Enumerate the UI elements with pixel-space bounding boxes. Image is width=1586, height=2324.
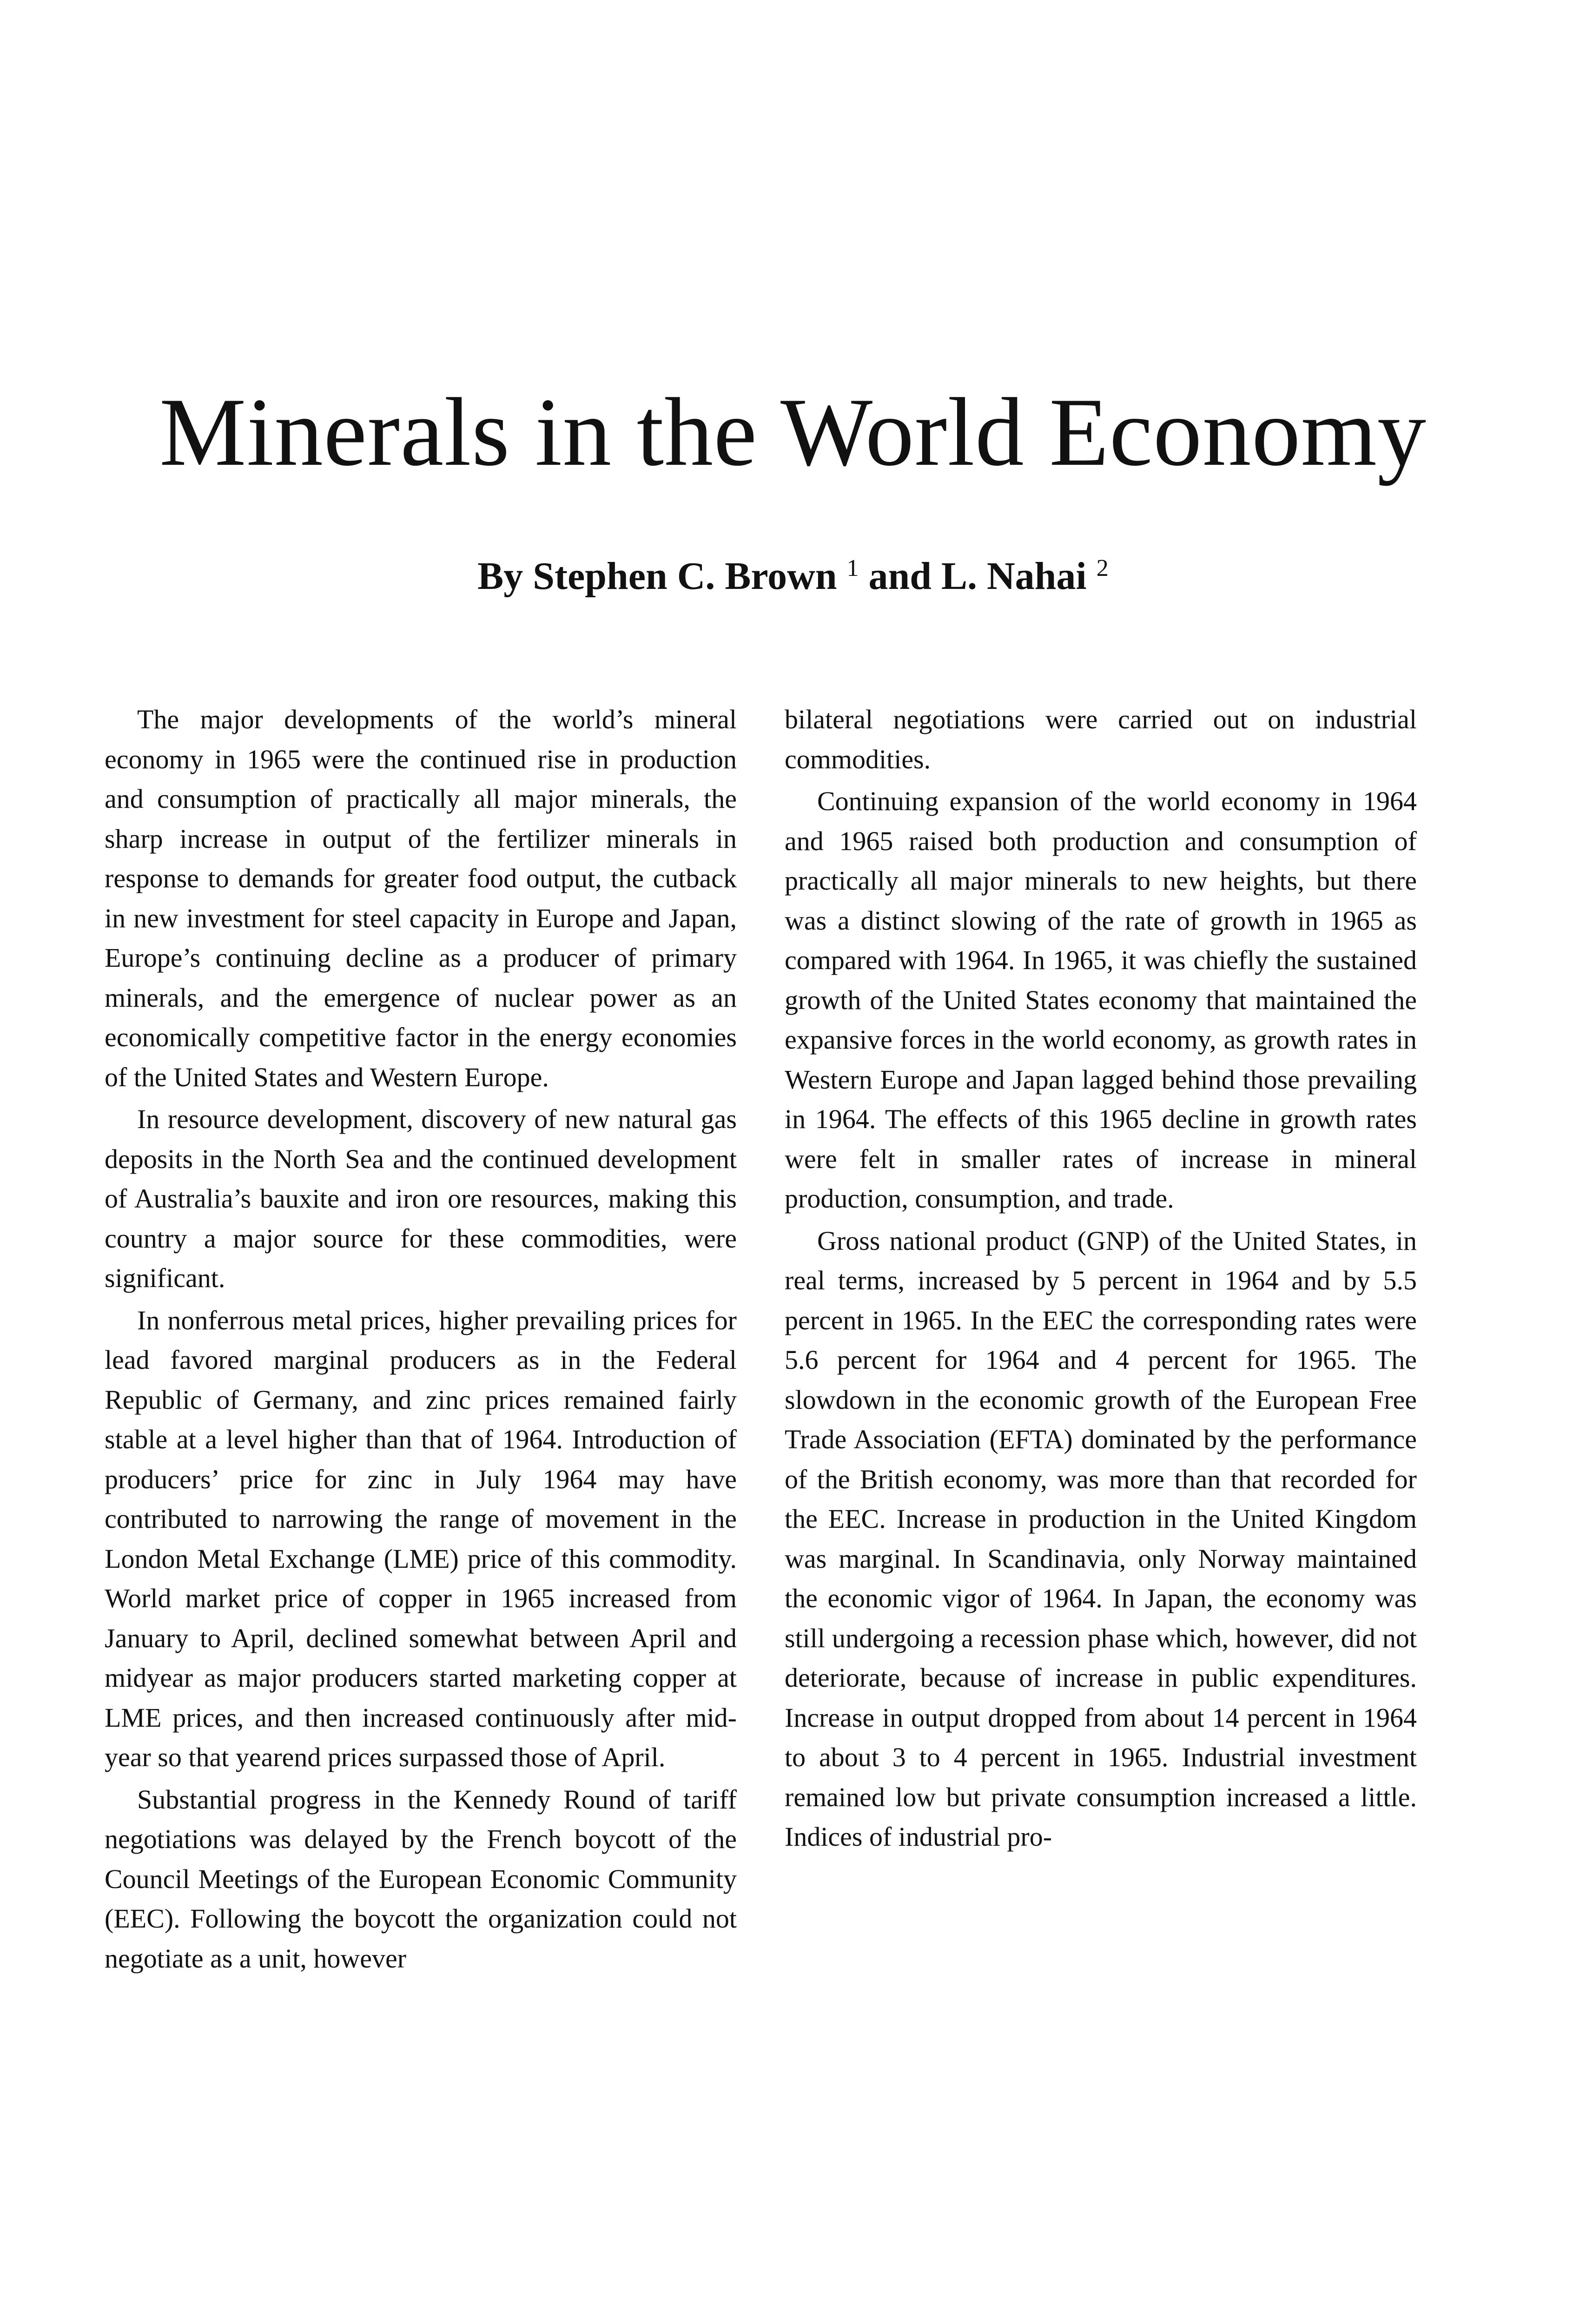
paragraph: Gross national product (GNP) of the United States, in real terms, increased by 5 percent in 1964 and by 5.5 percent in 1965. In the EEC the corresponding rates were 5.6 percent for 1964 and 4 percent for 1965. The slowdown in the economic growth of the European Free Trade Association (EFTA) dominated by the performance of the British economy, was more than that recorded for the EEC. Increase in production in the United Kingdom was marginal. In Scandinavia, only Norway maintained the economic vigor of 1964. In Japan, the economy was still undergoing a recession phase which, however, did not deteriorate, because of increase in public expenditures. Increase in output dropped from about 14 percent in 1964 to about 3 to 4 percent in 1965. Industrial investment remained low but private consumption increased a little. Indices of industrial pro-: [785, 1225, 1417, 1852]
paragraph: In resource development, discovery of new natural gas deposits in the North Sea and the continued development of Australia’s bauxite and iron ore resources, making this country a major source for these commodities, were significant.: [105, 1104, 737, 1293]
byline-author-1: By Stephen C. Brown: [477, 555, 837, 598]
paragraph: In nonferrous metal prices, higher prevailing prices for lead favored marginal producers as in the Federal Republic of Germany, and zinc prices remained fairly stable at a level higher than that of 1964. Introduction of producers’ price for zinc in July 1964 may have contributed to narrowing the range of movement in the London Metal Exchange (LME) price of this commodity. World market price of copper in 1965 increased from January to April, declined somewhat between April and midyear as major producers started marketing copper at LME prices, and then increased continuously after mid-year so that yearend prices surpassed those of April.: [105, 1305, 737, 1772]
paragraph: Substantial progress in the Kennedy Round of tariff negotiations was delayed by the French boycott of the Council Meetings of the European Economic Community (EEC). Following the boycott the organization could not negotiate as a unit, however: [105, 1784, 737, 1974]
article-title: Minerals in the World Economy: [159, 378, 1427, 486]
paragraph-continuation: bilateral negotiations were carried out on industrial commodities.: [785, 704, 1417, 774]
byline: [0, 551, 1586, 602]
left-column: [105, 700, 737, 1981]
right-column: [785, 700, 1417, 1859]
byline-author-2: and L. Nahai: [859, 555, 1087, 598]
footnote-ref-2: 2: [1096, 555, 1109, 581]
footnote-ref-1: 1: [846, 555, 859, 581]
paragraph: The major developments of the world’s mineral economy in 1965 were the continued rise in production and consumption of practically all major minerals, the sharp increase in output of the fertilizer minerals in response to demands for greater food output, the cutback in new investment for steel capacity in Europe and Japan, Europe’s continuing decline as a producer of primary minerals, and the emergence of nuclear power as an economically competitive factor in the energy economies of the United States and Western Europe.: [105, 704, 737, 1092]
paragraph: Continuing expansion of the world economy in 1964 and 1965 raised both production and consumption of practically all major minerals to new heights, but there was a distinct slowing of the rate of growth in 1965 as compared with 1964. In 1965, it was chiefly the sustained growth of the United States economy that maintained the expansive forces in the world economy, as growth rates in Western Europe and Japan lagged behind those prevailing in 1964. The effects of this 1965 decline in growth rates were felt in smaller rates of increase in mineral production, consumption, and trade.: [785, 786, 1417, 1214]
